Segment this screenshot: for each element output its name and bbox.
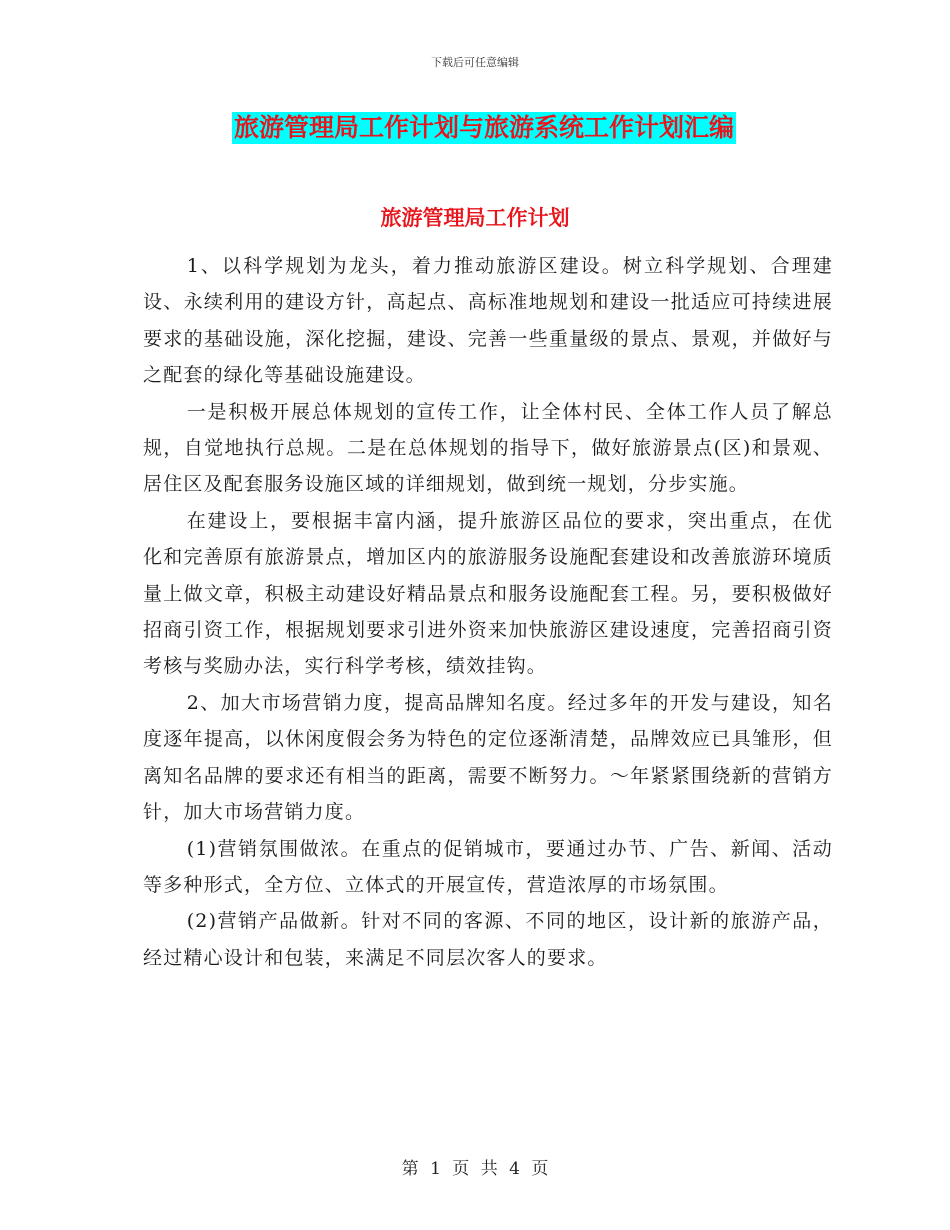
section-title: 旅游管理局工作计划 [380,205,570,230]
header-note: 下载后可任意编辑 [431,56,519,69]
page-footer: 第 1 页 共 4 页 [401,1159,549,1179]
document-title: 旅游管理局工作计划与旅游系统工作计划汇编 [234,113,735,142]
paragraph: 2、加大市场营销力度，提高品牌知名度。经过多年的开发与建设，知名度逐年提高，以休闲度假会务为特色的定位逐渐清楚，品牌效应已具雏形，但离知名品牌的要求还有相当的距离，需要不断努力。～年紧紧围绕新的营销方针，加大市场营销力度。 [143,691,833,824]
paragraph: (1)营销氛围做浓。在重点的促销城市，要通过办节、广告、新闻、活动等多种形式，全方位、立体式的开展宣传，营造浓厚的市场氛围。 [143,837,833,896]
paragraph: 一是积极开展总体规划的宣传工作，让全体村民、全体工作人员了解总规，自觉地执行总规。二是在总体规划的指导下，做好旅游景点(区)和景观、居住区及配套服务设施区域的详细规划，做到统一规划，分步实施。 [143,400,833,496]
body-text [143,248,833,976]
paragraph: (2)营销产品做新。针对不同的客源、不同的地区，设计新的旅游产品，经过精心设计和包装，来满足不同层次客人的要求。 [143,910,833,969]
paragraph: 在建设上，要根据丰富内涵，提升旅游区品位的要求，突出重点，在优化和完善原有旅游景点，增加区内的旅游服务设施配套建设和改善旅游环境质量上做文章，积极主动建设好精品景点和服务设施配套工程。另，要积极做好招商引资工作，根据规划要求引进外资来加快旅游区建设速度，完善招商引资考核与奖励办法，实行科学考核，绩效挂钩。 [143,509,833,678]
paragraph: 1、以科学规划为龙头，着力推动旅游区建设。树立科学规划、合理建设、永续利用的建设方针，高起点、高标准地规划和建设一批适应可持续进展要求的基础设施，深化挖掘，建设、完善一些重量级的景点、景观，并做好与之配套的绿化等基础设施建设。 [143,255,833,387]
